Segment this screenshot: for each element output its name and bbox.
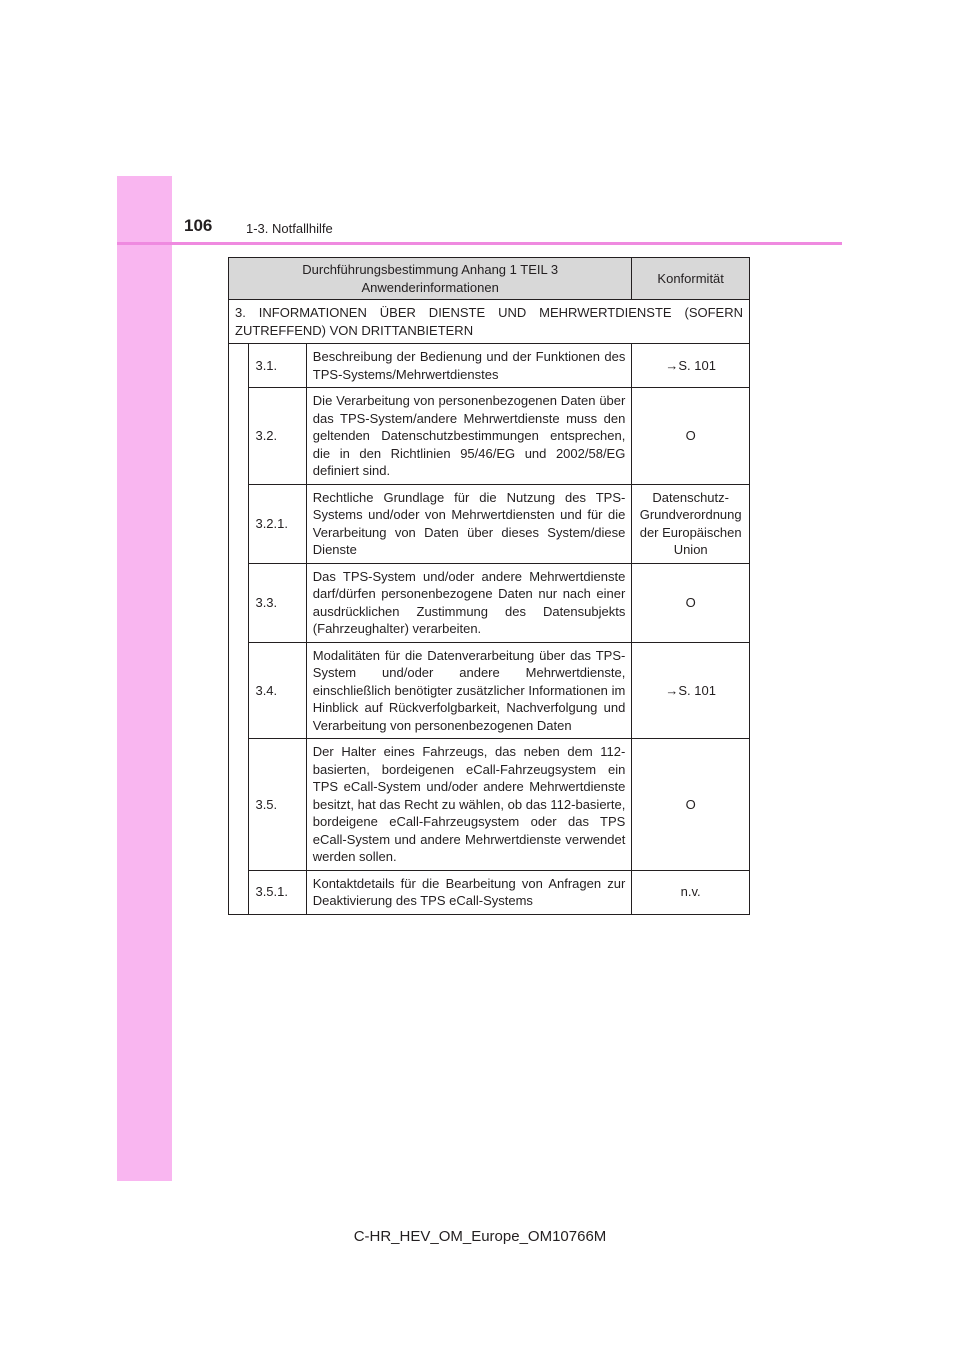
row-conformity: Datenschutz-Grundverordnung der Europäischen Union bbox=[632, 484, 750, 563]
table-row bbox=[229, 563, 750, 642]
document-code: C-HR_HEV_OM_Europe_OM10766M bbox=[353, 1228, 607, 1245]
row-number: 3.1. bbox=[249, 344, 306, 388]
row-conformity: O bbox=[632, 563, 750, 642]
row-number: 3.5. bbox=[249, 739, 306, 871]
table-row bbox=[229, 739, 750, 871]
header-requirement: Durchführungsbestimmung Anhang 1 TEIL 3 Anwenderinformationen bbox=[229, 258, 632, 300]
table-row bbox=[229, 344, 750, 388]
page-number: 106 bbox=[184, 216, 213, 235]
row-number: 3.5.1. bbox=[249, 870, 306, 914]
group-title-row bbox=[229, 300, 750, 344]
row-text: Der Halter eines Fahrzeugs, das neben dem 112-basierten, bordeigenen eCall-Fahrzeugsystem ein TPS eCall-System und/oder andere Mehrwertdienste besitzt, hat das Recht zu wählen, ob das 112-basierte, bordeigene eCall-Fahrzeugsystem oder das TPS eCall-System und andere Mehrwertdienste verwendet werden sollen. bbox=[306, 739, 632, 871]
row-conformity: →S. 101 bbox=[632, 344, 750, 388]
row-number: 3.4. bbox=[249, 642, 306, 739]
requirements-table bbox=[228, 257, 750, 915]
row-text: Modalitäten für die Datenverarbeitung über das TPS-System und/oder andere Mehrwertdienste, einschließlich benötigter zusätzlicher Informationen im Hinblick auf Rückverfolgbarkeit, Nachverfolgung und Verarbeitung von personenbezogenen Daten bbox=[306, 642, 632, 739]
row-text: Rechtliche Grundlage für die Nutzung des TPS-Systems und/oder von Mehrwertdiensten und für die Verarbeitung von Daten über dieses System/diese Dienste bbox=[306, 484, 632, 563]
group-title: 3. INFORMATIONEN ÜBER DIENSTE UND MEHRWERTDIENSTE (SOFERN ZUTREFFEND) VON DRITTANBIETERN bbox=[229, 300, 750, 344]
row-number: 3.3. bbox=[249, 563, 306, 642]
row-conformity: O bbox=[632, 739, 750, 871]
table-row bbox=[229, 870, 750, 914]
table-row bbox=[229, 388, 750, 485]
row-text: Die Verarbeitung von personenbezogenen Daten über das TPS-System/andere Mehrwertdienste muss den geltenden Datenschutzbestimmungen entsprechen, die in den Richtlinien 95/46/EG und 2002/58/EG definiert sind. bbox=[306, 388, 632, 485]
row-text: Kontaktdetails für die Bearbeitung von Anfragen zur Deaktivierung des TPS eCall-Systems bbox=[306, 870, 632, 914]
indent-cell bbox=[229, 344, 249, 915]
row-number: 3.2. bbox=[249, 388, 306, 485]
table-header-row bbox=[229, 258, 750, 300]
row-text: Beschreibung der Bedienung und der Funktionen des TPS-Systems/Mehrwertdienstes bbox=[306, 344, 632, 388]
header-conformity: Konformität bbox=[632, 258, 750, 300]
row-number: 3.2.1. bbox=[249, 484, 306, 563]
section-title: 1-3. Notfallhilfe bbox=[246, 221, 333, 236]
table-row bbox=[229, 642, 750, 739]
header-rule bbox=[117, 242, 842, 245]
table-row bbox=[229, 484, 750, 563]
chapter-side-tab bbox=[117, 176, 172, 1181]
row-conformity: O bbox=[632, 388, 750, 485]
row-conformity: n.v. bbox=[632, 870, 750, 914]
row-text: Das TPS-System und/oder andere Mehrwertdienste darf/dürfen personenbezogene Daten nur nach einer ausdrücklichen Zustimmung des Datensubjekts (Fahrzeughalter) verarbeiten. bbox=[306, 563, 632, 642]
row-conformity: →S. 101 bbox=[632, 642, 750, 739]
